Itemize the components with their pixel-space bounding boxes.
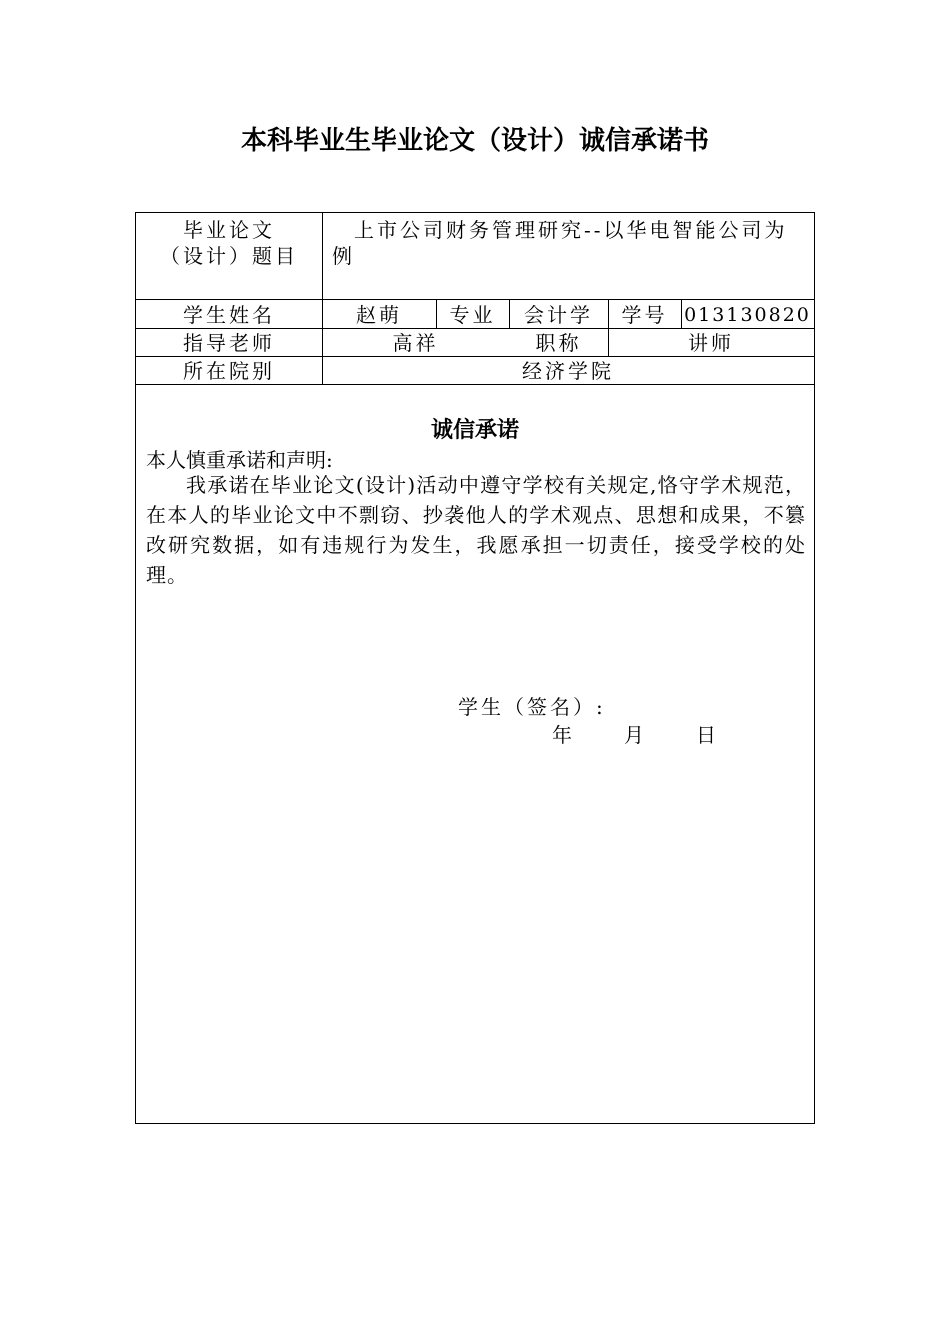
pledge-form: [135, 212, 815, 1124]
college-value: 经济学院: [522, 359, 614, 383]
advisor-label: 指导老师: [183, 331, 275, 355]
student-name-label: 学生姓名: [183, 303, 275, 327]
student-id-label: 学号: [621, 303, 668, 327]
pledge-intro: 本人慎重承诺和声明:: [146, 448, 333, 472]
thesis-title-value: 上市公司财务管理研究--以华电智能公司为例: [332, 218, 788, 268]
thesis-title-label: [136, 217, 322, 269]
thesis-title-label-line1: 毕业论文: [183, 218, 275, 242]
advisor-title-label: 职称: [535, 331, 582, 355]
row-divider-3: [136, 356, 814, 357]
major-label: 专业: [449, 303, 496, 327]
date-day-label: 日: [696, 723, 716, 747]
college-label: 所在院别: [183, 359, 275, 383]
advisor-title-value: 讲师: [688, 331, 734, 355]
row-divider-1: [136, 299, 814, 300]
date-year-label: 年: [552, 723, 572, 747]
major-value: 会计学: [524, 303, 593, 327]
advisor-value: 高祥: [392, 331, 439, 355]
student-name-value: 赵萌: [356, 303, 402, 327]
row-divider-2: [136, 328, 814, 329]
pledge-heading: 诚信承诺: [430, 418, 519, 443]
thesis-title-label-line2: （设计）题目: [160, 244, 298, 268]
signature-label: 学生（签名）:: [458, 695, 606, 719]
row-divider-4: [136, 384, 814, 385]
pledge-body: 我承诺在毕业论文(设计)活动中遵守学校有关规定,恪守学术规范，在本人的毕业论文中不剽窃、抄袭他人的学术观点、思想和成果，不篡改研究数据，如有违规行为发生，我愿承担一切责任，接受学校的处理。: [146, 473, 806, 587]
student-id-value: 013130820: [684, 304, 811, 326]
document-title: 本科毕业生毕业论文（设计）诚信承诺书: [240, 126, 709, 156]
date-month-label: 月: [624, 723, 644, 747]
